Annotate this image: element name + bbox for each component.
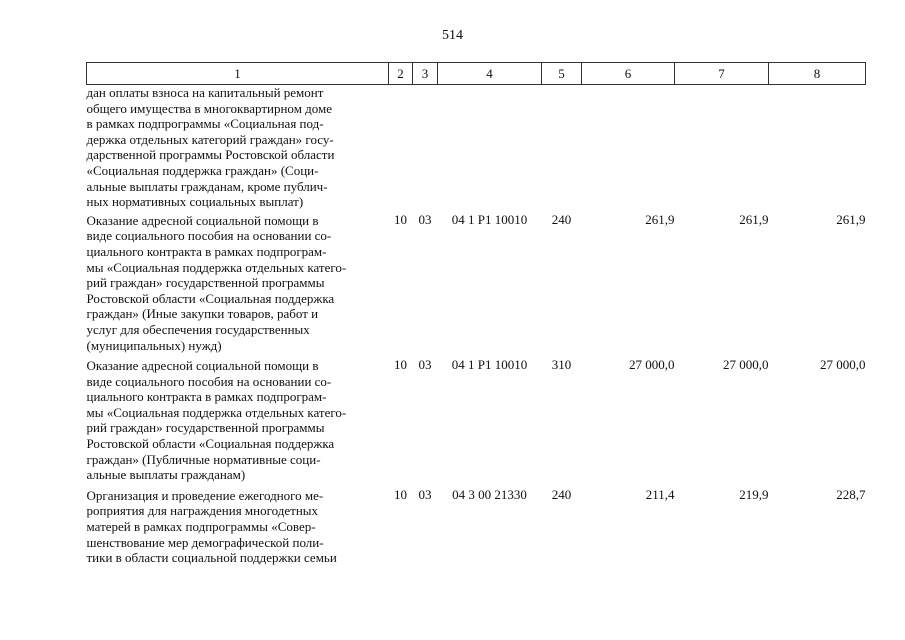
column-header: 7: [675, 63, 769, 85]
expense-type-code: 310: [551, 357, 572, 373]
row-description: Оказание адресной социальной помощи в виде социального пособия на основании со- циального контракта в рамках подпрограм- мы «Социальная поддержка отдельных катего- рий граждан» государственной программы Ростовской области «Социальная поддержка граждан» (Иные закупки товаров, работ и услуг для обеспечения государственных (муниципальных) нужд): [86, 212, 347, 353]
section-code: 10: [394, 357, 407, 373]
header-row: [87, 63, 866, 85]
amount-col8: 27 000,0: [820, 357, 866, 373]
table-row-continuation: [87, 85, 866, 210]
amount-col8: 261,9: [836, 211, 866, 227]
amount-col6: 211,4: [645, 486, 675, 502]
column-header: 2: [389, 63, 413, 85]
table-row: [87, 355, 866, 485]
table-row: [87, 210, 866, 355]
expense-type-code: 240: [551, 486, 572, 502]
subsection-code: 03: [418, 357, 432, 373]
row-description: Организация и проведение ежегодного ме- роприятия для награждения многодетных матерей в рамках подпрограммы «Совер- шенствование мер демографической поли- тики в области социальной поддержки семьи: [86, 487, 337, 566]
target-article-code: 04 3 00 21330: [452, 486, 527, 502]
column-header: 3: [413, 63, 438, 85]
row-description: дан оплаты взноса на капитальный ремонт общего имущества в многоквартирном доме в рамках подпрограммы «Социальная под- держка отдельных категорий граждан» госу- дарственной программы Ростовской области «Социальная поддержка граждан» (Соци- альные выплаты гражданам, кроме публич- ных нормативных социальных выплат): [86, 85, 335, 210]
column-header: 4: [438, 63, 542, 85]
target-article-code: 04 1 P1 10010: [451, 357, 528, 373]
column-header: 8: [769, 63, 866, 85]
amount-col6: 261,9: [645, 211, 675, 227]
table-row: [87, 485, 866, 568]
expense-type-code: 240: [551, 211, 572, 227]
column-header: 6: [582, 63, 675, 85]
subsection-code: 03: [418, 211, 432, 227]
page-number: 514: [442, 28, 463, 43]
budget-table: [86, 62, 866, 568]
row-description: Оказание адресной социальной помощи в виде социального пособия на основании со- циального контракта в рамках подпрограм- мы «Социальная поддержка отдельных катего- рий граждан» государственной программы Ростовской области «Социальная поддержка граждан» (Публичные нормативные соци- альные выплаты гражданам): [86, 358, 347, 483]
amount-col8: 228,7: [836, 486, 866, 502]
column-header: 5: [542, 63, 582, 85]
subsection-code: 03: [418, 486, 432, 502]
amount-col7: 261,9: [739, 211, 769, 227]
amount-col6: 27 000,0: [629, 357, 675, 373]
target-article-code: 04 1 P1 10010: [451, 211, 528, 227]
column-header: 1: [87, 63, 389, 85]
amount-col7: 219,9: [739, 486, 769, 502]
amount-col7: 27 000,0: [723, 357, 769, 373]
section-code: 10: [394, 486, 407, 502]
section-code: 10: [394, 211, 407, 227]
